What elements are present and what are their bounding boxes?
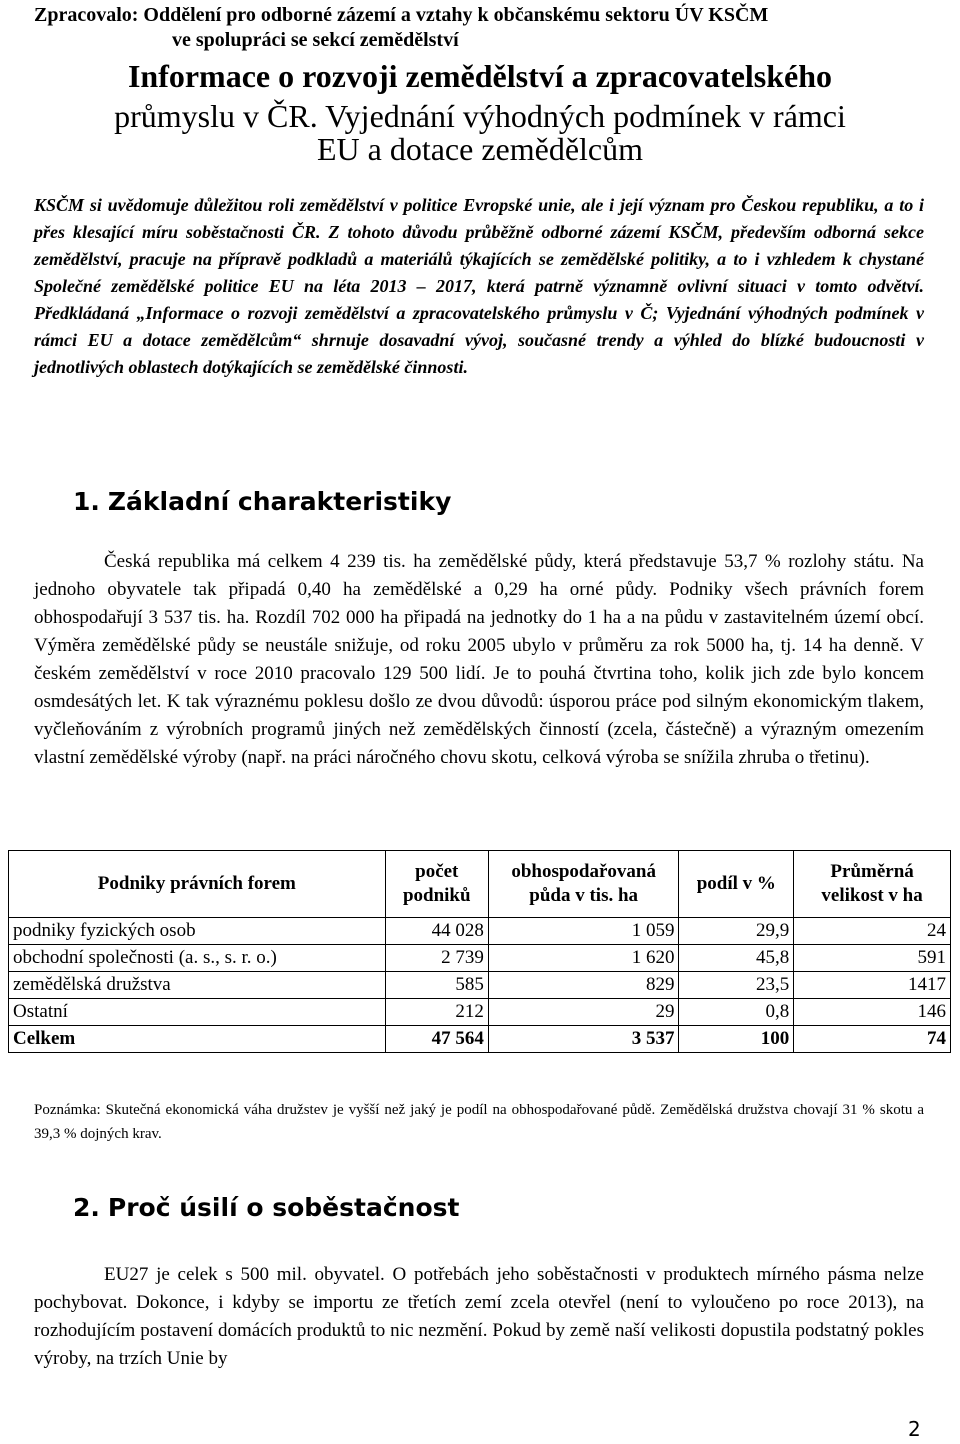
table-total-row — [9, 1026, 951, 1053]
table-cell-label: podniky fyzických osob — [9, 918, 386, 945]
table-cell-label: Celkem — [9, 1026, 386, 1053]
document-title-line-3: EU a dotace zemědělcům — [316, 131, 644, 167]
table-cell: 146 — [794, 999, 951, 1026]
header-line-2: ve spolupráci se sekcí zemědělství — [172, 29, 459, 51]
table-cell: 212 — [385, 999, 488, 1026]
table-header-cell: obhospodařovaná půda v tis. ha — [488, 851, 679, 918]
table-cell: 0,8 — [679, 999, 794, 1026]
section-2-title: Proč úsilí o soběstačnost — [107, 1193, 460, 1222]
page-number: 2 — [908, 1417, 921, 1441]
table-cell: 44 028 — [385, 918, 488, 945]
table-header-row — [9, 851, 951, 918]
section-1-heading — [73, 487, 451, 517]
table-cell: 23,5 — [679, 972, 794, 999]
section-1-number: 1. — [73, 487, 100, 516]
table-cell: 1 620 — [488, 945, 679, 972]
table-cell: 591 — [794, 945, 951, 972]
section-1-paragraph: Česká republika má celkem 4 239 tis. ha zemědělské půdy, která představuje 53,7 % rozlohy státu. Na jednoho obyvatele tak připadá 0,40 ha zemědělské a 0,29 ha orné půdy. Podniky všech právních forem obhospodařují 3 537 tis. ha. Rozdíl 702 000 ha připadá na jednotky do 1 ha a na půdu v zastavitelném území obcí. Výměra zemědělské půdy se neustále snižuje, od roku 2005 ubylo v průměru za rok 5000 ha, tj. 14 ha denně. V českém zemědělství v roce 2010 pracovalo 129 500 lidí. Je to pouhá čtvrtina toho, kolik jich zde bylo koncem osmdesátých let. K tak výraznému poklesu došlo ze dvou důvodů: úsporou práce pod silným ekonomickým tlakem, vyčleňováním z výrobních programů jiných než zemědělských činností (zcela, částečně) a výrazným omezením vlastní zemědělské výroby (např. na práci náročného chovu skotu, celková výroba se snížila zhruba o třetinu). — [34, 551, 924, 768]
table-header-cell: počet podniků — [385, 851, 488, 918]
table-cell: 2 739 — [385, 945, 488, 972]
table-cell: 47 564 — [385, 1026, 488, 1053]
table-cell: 100 — [679, 1026, 794, 1053]
table-cell-label: obchodní společnosti (a. s., s. r. o.) — [9, 945, 386, 972]
table-header-cell: Průměrná velikost v ha — [794, 851, 951, 918]
document-title-line-1: Informace o rozvoji zemědělství a zpracovatelského — [127, 58, 833, 94]
section-2-heading — [73, 1193, 459, 1223]
farm-legal-forms-table — [8, 850, 951, 1053]
intro-paragraph: KSČM si uvědomuje důležitou roli zemědělství v politice Evropské unie, ale i její význam pro Českou republiku, a to i přes klesající míru soběstačnosti ČR. Z tohoto důvodu průběžně odborné zázemí KSČM, především odborná sekce zemědělství, pracuje na přípravě podkladů a materiálů týkajících se zemědělské politiky, a to i vzhledem k chystané Společné zemědělské politice EU na léta 2013 – 2017, která patrně významně ovlivní situaci v tomto odvětví. Předkládaná „Informace o rozvoji zemědělství a zpracovatelského průmyslu v Č; Vyjednání výhodných podmínek v rámci EU a dotace zemědělcům“ shrnuje dosavadní vývoj, současné trendy a výhled do blízké budoucnosti v jednotlivých oblastech dotýkajících se zemědělské činnosti. — [34, 195, 924, 377]
table-cell: 1 059 — [488, 918, 679, 945]
table-cell: 585 — [385, 972, 488, 999]
table-note: Poznámka: Skutečná ekonomická váha družstev je vyšší než jaký je podíl na obhospodařované půdě. Zemědělská družstva chovají 31 % skotu a 39,3 % dojných krav. — [34, 1102, 924, 1142]
table-header-cell: podíl v % — [679, 851, 794, 918]
table-cell: 29,9 — [679, 918, 794, 945]
table-cell: 829 — [488, 972, 679, 999]
table-cell-label: zemědělská družstva — [9, 972, 386, 999]
table-header-cell: Podniky právních forem — [9, 851, 386, 918]
section-1-title: Základní charakteristiky — [107, 487, 452, 516]
table-cell-label: Ostatní — [9, 999, 386, 1026]
table-cell: 3 537 — [488, 1026, 679, 1053]
table-cell: 24 — [794, 918, 951, 945]
table-cell: 45,8 — [679, 945, 794, 972]
table-row — [9, 999, 951, 1026]
section-2-number: 2. — [73, 1193, 100, 1222]
table-row — [9, 918, 951, 945]
table-row — [9, 972, 951, 999]
table-row — [9, 945, 951, 972]
table-cell: 29 — [488, 999, 679, 1026]
table-cell: 1417 — [794, 972, 951, 999]
table-cell: 74 — [794, 1026, 951, 1053]
header-line-1: Zpracovalo: Oddělení pro odborné zázemí a vztahy k občanskému sektoru ÚV KSČM — [34, 4, 769, 26]
section-2-paragraph: EU27 je celek s 500 mil. obyvatel. O potřebách jeho soběstačnosti v produktech mírného pásma nelze pochybovat. Dokonce, i kdyby se importu ze třetích zemí zcela otevřel (není to vyloučeno po roce 2013), na rozhodujícím postavení domácích produktů to nic nezmění. Pokud by země naší velikosti dopustila podstatný pokles výroby, na trzích Unie by — [34, 1264, 924, 1369]
document-title-line-2: průmyslu v ČR. Vyjednání výhodných podmínek v rámci — [114, 98, 846, 134]
